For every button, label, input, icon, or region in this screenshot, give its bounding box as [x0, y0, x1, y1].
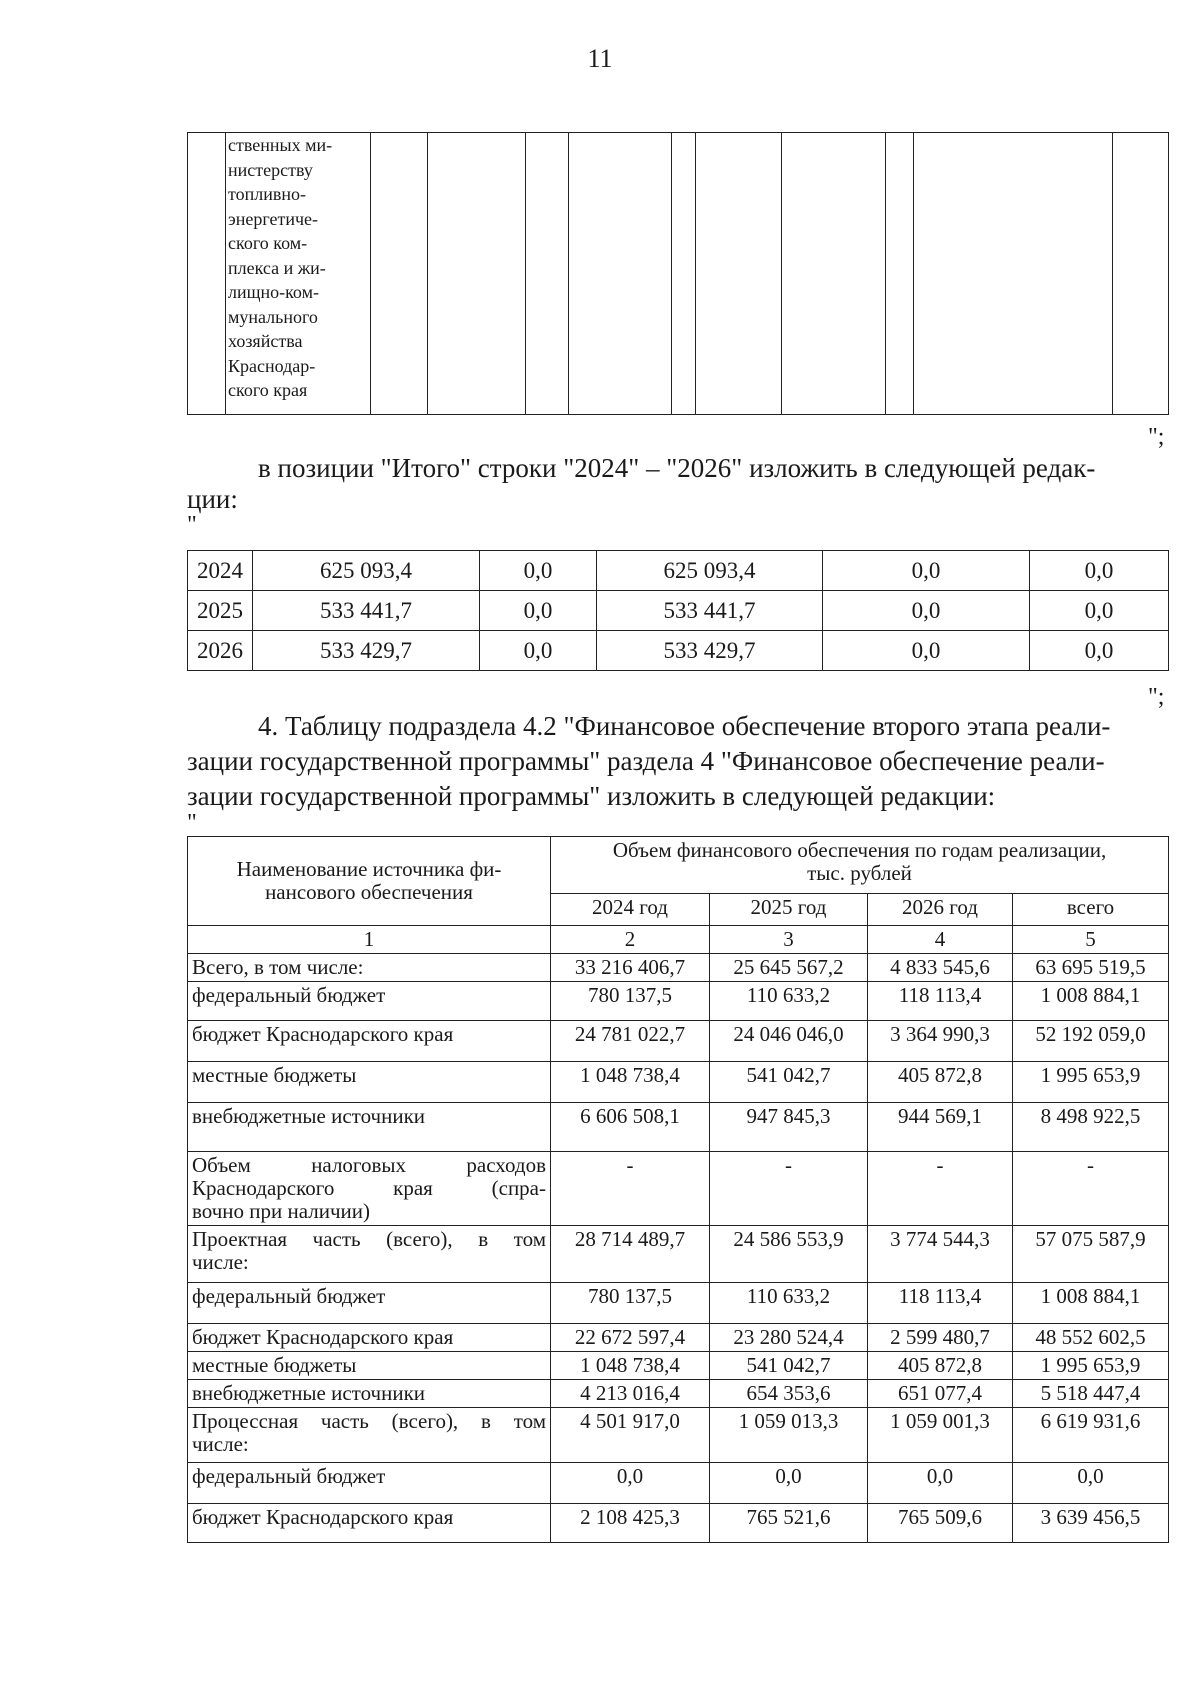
column-number: 4 — [868, 926, 1013, 954]
value-cell: 118 113,4 — [868, 1283, 1013, 1324]
value-cell: 5 518 447,4 — [1013, 1380, 1169, 1408]
value-cell: 765 521,6 — [710, 1504, 868, 1543]
name-line: ского ком- — [228, 233, 308, 253]
column-number: 3 — [710, 926, 868, 954]
table-cell: 0,0 — [823, 591, 1030, 631]
value-cell: 765 509,6 — [868, 1504, 1013, 1543]
value-cell: 0,0 — [551, 1463, 710, 1504]
table-row — [188, 591, 1169, 631]
table-cell — [428, 133, 526, 415]
responsible-executor-cell — [226, 133, 371, 415]
paragraph-line: зации государственной программы" раздела 4 "Финансовое обеспечение реали- — [187, 746, 1105, 776]
table-row — [188, 1352, 1169, 1380]
column-number: 5 — [1013, 926, 1169, 954]
table-row — [188, 1380, 1169, 1408]
table-cell: 533 429,7 — [597, 631, 823, 671]
value-cell: 654 353,6 — [710, 1380, 868, 1408]
value-cell: 22 672 597,4 — [551, 1324, 710, 1352]
value-cell: 2 599 480,7 — [868, 1324, 1013, 1352]
name-line: Краснодар- — [228, 355, 316, 376]
value-cell: 0,0 — [710, 1463, 868, 1504]
value-cell: 944 569,1 — [868, 1103, 1013, 1152]
table-cell: 0,0 — [480, 551, 597, 591]
value-cell: 25 645 567,2 — [710, 954, 868, 982]
year-cell: 2024 — [188, 551, 253, 591]
value-cell: 1 048 738,4 — [551, 1062, 710, 1103]
value-cell: 0,0 — [868, 1463, 1013, 1504]
row-label: Всего, в том числе: — [188, 954, 551, 982]
table-row — [188, 1408, 1169, 1463]
row-label: бюджет Краснодарского края — [188, 1021, 551, 1062]
value-cell: 541 042,7 — [710, 1352, 868, 1380]
value-cell: 4 213 016,4 — [551, 1380, 710, 1408]
row-label: бюджет Краснодарского края — [188, 1504, 551, 1543]
name-line: топливно- — [228, 184, 307, 204]
table-cell: 0,0 — [1030, 631, 1169, 671]
row-label: федеральный бюджет — [188, 982, 551, 1021]
name-line: ственных ми- — [228, 135, 333, 155]
value-cell: 0,0 — [1013, 1463, 1169, 1504]
label-line: числе: — [192, 1432, 249, 1456]
value-cell: 1 008 884,1 — [1013, 982, 1169, 1021]
table-row — [188, 1504, 1169, 1543]
table-row — [188, 1463, 1169, 1504]
value-cell: 1 059 013,3 — [710, 1408, 868, 1463]
value-cell: 2 108 425,3 — [551, 1504, 710, 1543]
label-line: Краснодарского края (спра- — [192, 1176, 546, 1200]
value-cell: 8 498 922,5 — [1013, 1103, 1169, 1152]
row-label: внебюджетные источники — [188, 1103, 551, 1152]
value-cell: 6 606 508,1 — [551, 1103, 710, 1152]
value-cell: 1 995 653,9 — [1013, 1352, 1169, 1380]
row-label — [188, 1408, 551, 1463]
value-cell: 541 042,7 — [710, 1062, 868, 1103]
name-line: мунального — [228, 306, 318, 327]
table-row — [188, 1152, 1169, 1226]
opening-quote: " — [187, 810, 197, 836]
table-cell — [371, 133, 428, 415]
value-cell: 24 046 046,0 — [710, 1021, 868, 1062]
table-cell: 0,0 — [823, 631, 1030, 671]
label-line: вочно при наличии) — [192, 1199, 370, 1223]
table-row — [188, 551, 1169, 591]
value-cell: 1 995 653,9 — [1013, 1062, 1169, 1103]
page-number: 11 — [587, 44, 613, 73]
table-cell — [188, 133, 226, 415]
header-line: тыс. рублей — [807, 861, 912, 885]
value-cell: 3 639 456,5 — [1013, 1504, 1169, 1543]
table-cell — [526, 133, 569, 415]
value-cell: 1 059 001,3 — [868, 1408, 1013, 1463]
column-header-2024: 2024 год — [551, 894, 710, 926]
value-cell: 405 872,8 — [868, 1352, 1013, 1380]
table-row — [188, 982, 1169, 1021]
table-cell: 0,0 — [480, 591, 597, 631]
value-cell: 780 137,5 — [551, 1283, 710, 1324]
value-cell: - — [710, 1152, 868, 1226]
value-cell: 405 872,8 — [868, 1062, 1013, 1103]
name-line: энергетиче- — [228, 208, 319, 229]
name-line: хозяйства — [228, 331, 303, 351]
table-row — [188, 1324, 1169, 1352]
row-label: федеральный бюджет — [188, 1463, 551, 1504]
totals-table — [187, 550, 1169, 671]
row-label — [188, 1226, 551, 1283]
table-cell: 625 093,4 — [253, 551, 480, 591]
closing-quote: "; — [1148, 684, 1165, 710]
column-header-total: всего — [1013, 894, 1169, 926]
value-cell: - — [551, 1152, 710, 1226]
table-cell: 533 429,7 — [253, 631, 480, 671]
table-row — [188, 954, 1169, 982]
column-number-row — [188, 926, 1169, 954]
table-cell: 0,0 — [1030, 591, 1169, 631]
row-label: местные бюджеты — [188, 1352, 551, 1380]
table-cell: 533 441,7 — [597, 591, 823, 631]
column-number: 2 — [551, 926, 710, 954]
table-row — [188, 1062, 1169, 1103]
value-cell: 780 137,5 — [551, 982, 710, 1021]
table-cell — [672, 133, 696, 415]
value-cell: 110 633,2 — [710, 1283, 868, 1324]
row-label: местные бюджеты — [188, 1062, 551, 1103]
label-line: Проектная часть (всего), в том — [192, 1227, 546, 1251]
table-row — [188, 631, 1169, 671]
table-cell — [1113, 133, 1169, 415]
paragraph-line: зации государственной программы" изложить в следующей редакции: — [187, 781, 996, 811]
value-cell: 63 695 519,5 — [1013, 954, 1169, 982]
opening-quote: " — [187, 512, 197, 538]
table-row — [188, 133, 1169, 415]
row-label — [188, 1152, 551, 1226]
table-row — [188, 1103, 1169, 1152]
value-cell: - — [868, 1152, 1013, 1226]
value-cell: 6 619 931,6 — [1013, 1408, 1169, 1463]
column-number: 1 — [188, 926, 551, 954]
financing-table — [187, 836, 1169, 1543]
value-cell: 1 008 884,1 — [1013, 1283, 1169, 1324]
label-line: Процессная часть (всего), в том — [192, 1409, 546, 1433]
table-header-row — [188, 837, 1169, 894]
value-cell: 33 216 406,7 — [551, 954, 710, 982]
row-label: федеральный бюджет — [188, 1283, 551, 1324]
column-header-2025: 2025 год — [710, 894, 868, 926]
value-cell: 651 077,4 — [868, 1380, 1013, 1408]
name-line: ского края — [228, 380, 308, 400]
table-cell — [914, 133, 1113, 415]
value-cell: 57 075 587,9 — [1013, 1226, 1169, 1283]
table-cell — [696, 133, 782, 415]
column-header-volume — [551, 837, 1169, 894]
label-line: Объем налоговых расходов — [192, 1153, 546, 1177]
year-cell: 2025 — [188, 591, 253, 631]
paragraph-line: ции: — [187, 484, 238, 514]
value-cell: 28 714 489,7 — [551, 1226, 710, 1283]
table-cell: 533 441,7 — [253, 591, 480, 631]
year-cell: 2026 — [188, 631, 253, 671]
table-cell — [569, 133, 672, 415]
table-cell: 0,0 — [823, 551, 1030, 591]
name-line: лищно-ком- — [228, 282, 319, 302]
value-cell: 52 192 059,0 — [1013, 1021, 1169, 1062]
value-cell: 48 552 602,5 — [1013, 1324, 1169, 1352]
row-label: внебюджетные источники — [188, 1380, 551, 1408]
value-cell: 3 364 990,3 — [868, 1021, 1013, 1062]
table-cell: 625 093,4 — [597, 551, 823, 591]
value-cell: 4 833 545,6 — [868, 954, 1013, 982]
column-header-2026: 2026 год — [868, 894, 1013, 926]
continuation-table — [187, 132, 1169, 415]
table-cell — [886, 133, 914, 415]
table-cell: 0,0 — [480, 631, 597, 671]
value-cell: 4 501 917,0 — [551, 1408, 710, 1463]
closing-quote: "; — [1148, 424, 1165, 450]
value-cell: - — [1013, 1152, 1169, 1226]
label-line: числе: — [192, 1250, 249, 1274]
table-row — [188, 1021, 1169, 1062]
table-row — [188, 1283, 1169, 1324]
value-cell: 24 781 022,7 — [551, 1021, 710, 1062]
row-label: бюджет Краснодарского края — [188, 1324, 551, 1352]
value-cell: 118 113,4 — [868, 982, 1013, 1021]
table-row — [188, 1226, 1169, 1283]
paragraph-line: в позиции "Итого" строки "2024" – "2026" изложить в следующей редак- — [258, 453, 1096, 483]
value-cell: 1 048 738,4 — [551, 1352, 710, 1380]
name-line: нистерству — [228, 159, 313, 180]
paragraph-line: 4. Таблицу подраздела 4.2 "Финансовое обеспечение второго этапа реали- — [258, 711, 1111, 741]
name-line: плекса и жи- — [228, 257, 326, 278]
header-line: Объем финансового обеспечения по годам реализации, — [612, 838, 1107, 862]
value-cell: 23 280 524,4 — [710, 1324, 868, 1352]
column-header-source: Наименование источника фи-нансового обеспечения — [188, 837, 551, 926]
table-cell: 0,0 — [1030, 551, 1169, 591]
value-cell: 3 774 544,3 — [868, 1226, 1013, 1283]
table-cell — [782, 133, 886, 415]
value-cell: 110 633,2 — [710, 982, 868, 1021]
value-cell: 947 845,3 — [710, 1103, 868, 1152]
value-cell: 24 586 553,9 — [710, 1226, 868, 1283]
